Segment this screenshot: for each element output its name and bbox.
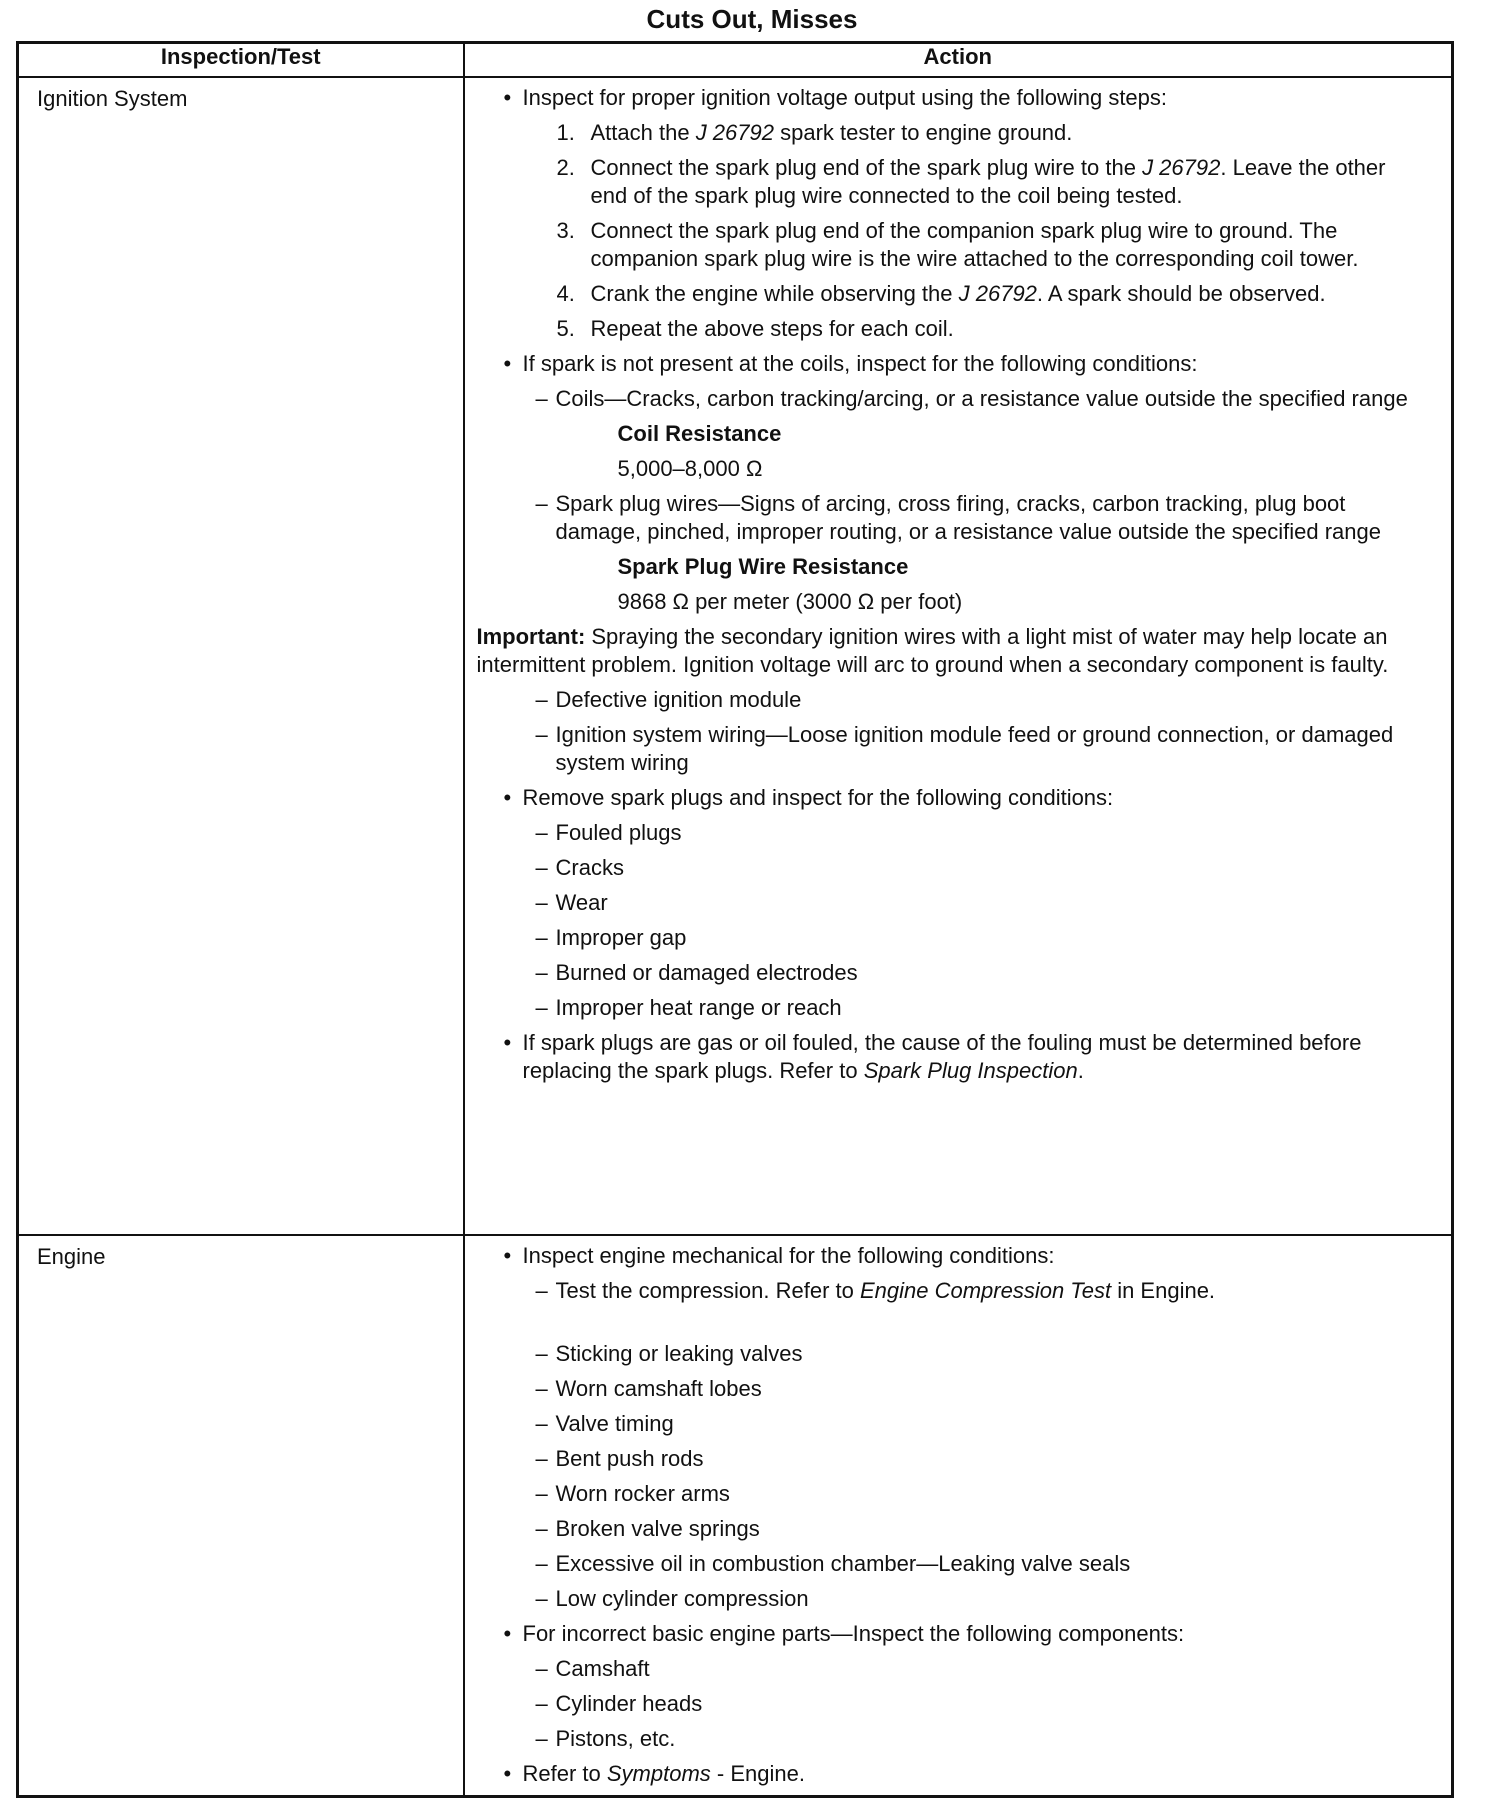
dash-item: – Sticking or leaking valves (477, 1340, 1428, 1368)
dash-item: – Defective ignition module (477, 686, 1428, 714)
table-row-ignition (18, 77, 1453, 1235)
bullet-item: • Remove spark plugs and inspect for the following conditions: (477, 784, 1428, 812)
bullet-item: • Refer to Symptoms - Engine. (477, 1760, 1428, 1788)
dash-item: – Improper heat range or reach (477, 994, 1428, 1022)
dash-item: – Valve timing (477, 1410, 1428, 1438)
dash-item: – Coils—Cracks, carbon tracking/arcing, or a resistance value outside the specified range (477, 385, 1428, 413)
dash-item: – Test the compression. Refer to Engine Compression Test in Engine. (477, 1277, 1428, 1305)
important-note: Important: Spraying the secondary ignition wires with a light mist of water may help locate an intermittent problem. Ignition voltage will arc to ground when a secondary component is faulty. (476, 624, 1389, 677)
spec-title: Coil Resistance (617, 421, 782, 446)
dash-item: – Burned or damaged electrodes (477, 959, 1428, 987)
table-row-engine (18, 1235, 1453, 1797)
row-label: Engine (18, 1235, 464, 1797)
bullet-item: • Inspect engine mechanical for the following conditions: (477, 1242, 1428, 1270)
dash-item: – Broken valve springs (477, 1515, 1428, 1543)
bullet-item: • Inspect for proper ignition voltage output using the following steps: (477, 84, 1428, 112)
spacer (477, 1312, 1428, 1340)
dash-item: – Fouled plugs (477, 819, 1428, 847)
step-item: 2. Connect the spark plug end of the spark plug wire to the J 26792. Leave the other end of the spark plug wire connected to the coil being tested. (556, 155, 1386, 208)
row-label: Ignition System (18, 77, 464, 1235)
step-item: 4. Crank the engine while observing the J 26792. A spark should be observed. (556, 281, 1326, 306)
bullet-item: • If spark is not present at the coils, inspect for the following conditions: (477, 350, 1428, 378)
header-action: Action (464, 43, 1453, 78)
dash-item: – Worn rocker arms (477, 1480, 1428, 1508)
dash-item: – Wear (477, 889, 1428, 917)
spec-value: 9868 Ω per meter (3000 Ω per foot) (617, 589, 963, 614)
step-item: 5. Repeat the above steps for each coil. (556, 316, 954, 341)
dash-item: – Excessive oil in combustion chamber—Leaking valve seals (477, 1550, 1428, 1578)
step-item: 1. Attach the J 26792 spark tester to engine ground. (556, 120, 1073, 145)
diagnosis-table (16, 41, 1454, 1798)
spec-title: Spark Plug Wire Resistance (617, 554, 909, 579)
dash-item: – Pistons, etc. (477, 1725, 1428, 1753)
dash-item: – Cracks (477, 854, 1428, 882)
page-title: Cuts Out, Misses (646, 4, 858, 34)
row-action (464, 77, 1453, 1235)
step-item: 3. Connect the spark plug end of the companion spark plug wire to ground. The companion spark plug wire is the wire attached to the corresponding coil tower. (556, 218, 1359, 271)
dash-item: – Worn camshaft lobes (477, 1375, 1428, 1403)
dash-item: – Low cylinder compression (477, 1585, 1428, 1613)
dash-item: – Bent push rods (477, 1445, 1428, 1473)
bullet-item: • If spark plugs are gas or oil fouled, the cause of the fouling must be determined before replacing the spark plugs. Refer to Spark Plug Inspection. (477, 1029, 1428, 1085)
dash-item: – Improper gap (477, 924, 1428, 952)
bullet-item: • For incorrect basic engine parts—Inspect the following components: (477, 1620, 1428, 1648)
dash-item: – Ignition system wiring—Loose ignition module feed or ground connection, or damaged system wiring (477, 721, 1428, 777)
spec-value: 5,000–8,000 Ω (617, 456, 763, 481)
row-action (464, 1235, 1453, 1797)
header-inspection: Inspection/Test (18, 43, 464, 78)
dash-item: – Camshaft (477, 1655, 1428, 1683)
header-row (18, 43, 1453, 78)
dash-item: – Spark plug wires—Signs of arcing, cross firing, cracks, carbon tracking, plug boot damage, pinched, improper routing, or a resistance value outside the specified range (477, 490, 1428, 546)
dash-item: – Cylinder heads (477, 1690, 1428, 1718)
